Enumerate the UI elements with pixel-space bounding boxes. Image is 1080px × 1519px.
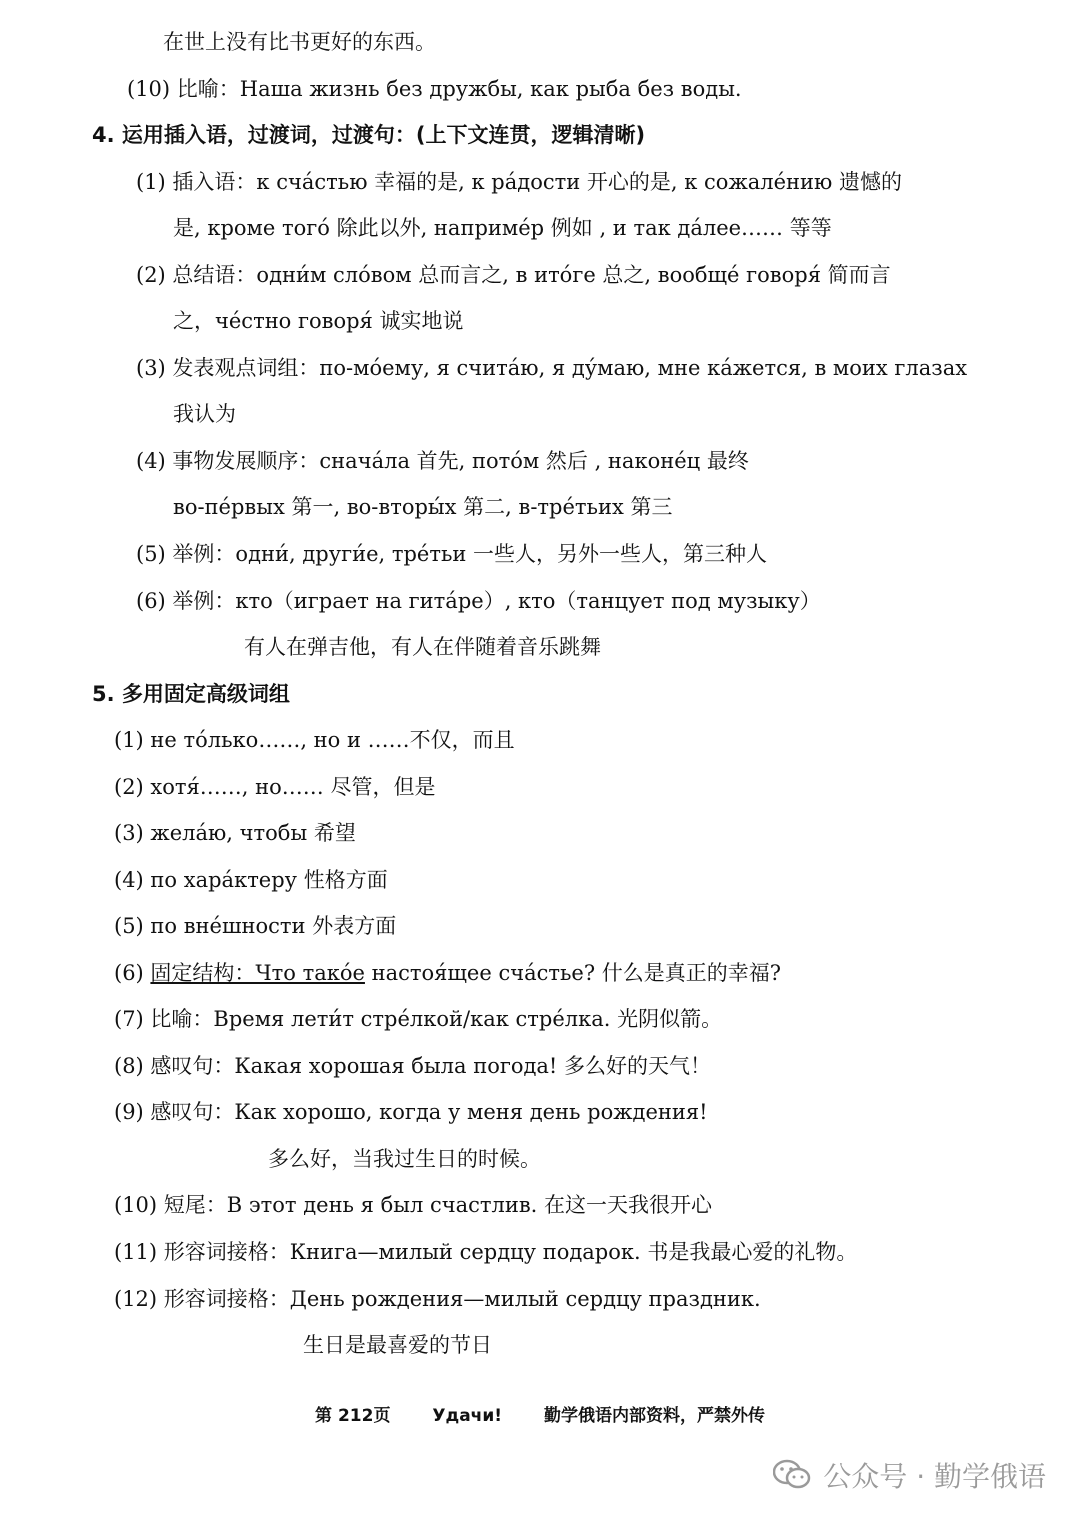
page-number: 第 212页 (315, 1406, 391, 1426)
text-line: (10) 短尾：В этот день я был счастлив. 在这一天我很开心 (114, 1193, 713, 1217)
text-line: (9) 感叹句：Как хорошо, когда у меня день рождения! (114, 1100, 708, 1124)
text-line: (11) 形容词接格：Книга—милый сердцу подарок. 书是我最心爱的礼物。 (114, 1240, 858, 1264)
text-line: (1) не то́лько……, но и ……不仅，而且 (114, 728, 515, 752)
text-line (114, 958, 781, 988)
text-line: (6) 举例：кто（играет на гита́ре）, кто（танцует под музыку） (136, 589, 821, 613)
text-line: (7) 比喻：Время лети́т стре́лкой/как стре́лка. 光阴似箭。 (114, 1007, 723, 1031)
text-line: 是, кроме того́ 除此以外, наприме́р 例如 , и так да́лее…… 等等 (173, 216, 832, 240)
page-footer (0, 1401, 1080, 1426)
section-heading: 4. 运用插入语，过渡词，过渡句：(上下文连贯，逻辑清晰) (92, 123, 646, 147)
watermark-text: 公众号 · 勤学俄语 (823, 1460, 1046, 1493)
text-line: 在世上没有比书更好的东西。 (163, 30, 436, 54)
text-line: (2) 总结语：одни́м сло́вом 总而言之, в ито́ге 总之, вообще́ говоря́ 简而言 (136, 263, 891, 287)
text-line: во-пе́рвых 第一, во-вторы́х 第二, в-тре́тьих 第三 (173, 495, 673, 519)
text-line: 我认为 (173, 402, 236, 426)
text-line: (5) по вне́шности 外表方面 (114, 914, 397, 938)
footer-greeting: Удачи! (432, 1406, 503, 1426)
text-line: (8) 感叹句：Какая хорошая была погода! 多么好的天气！ (114, 1054, 712, 1078)
item-number: (6) (114, 961, 151, 985)
footer-notice: 勤学俄语内部资料，严禁外传 (543, 1406, 765, 1426)
text-line: (12) 形容词接格：День рождения—милый сердцу праздник. (114, 1287, 761, 1311)
text-segment: настоя́щее сча́стье? 什么是真正的幸福? (364, 961, 782, 985)
text-line: 生日是最喜爱的节日 (303, 1333, 492, 1357)
text-line: (1) 插入语：к сча́стью 幸福的是, к ра́дости 开心的是, к сожале́нию 遗憾的 (136, 170, 903, 194)
text-line: (3) жела́ю, чтобы 希望 (114, 821, 356, 845)
text-line: (5) 举例：одни́, други́е, тре́тьи 一些人，另外一些人，第三种人 (136, 542, 768, 566)
text-line: (2) хотя́……, но…… 尽管，但是 (114, 775, 436, 799)
section-heading: 5. 多用固定高级词组 (92, 682, 290, 706)
text-line: 多么好，当我过生日的时候。 (268, 1147, 541, 1171)
text-line: (4) 事物发展顺序：снача́ла 首先, пото́м 然后 , наконе́ц 最终 (136, 449, 749, 473)
text-line: (3) 发表观点词组：по-мо́ему, я счита́ю, я ду́маю, мне ка́жется, в моих глазах (136, 356, 968, 380)
wechat-icon (773, 1459, 811, 1491)
text-line: (4) по хара́ктеру 性格方面 (114, 868, 388, 892)
watermark (773, 1455, 1046, 1495)
underlined-phrase: 固定结构：Что тако́е (150, 961, 365, 985)
text-line: 之，че́стно говоря́ 诚实地说 (173, 309, 464, 333)
text-line: 有人在弹吉他，有人在伴随着音乐跳舞 (244, 635, 601, 659)
text-line: (10) 比喻：Наша жизнь без дружбы, как рыба без воды. (127, 77, 742, 101)
